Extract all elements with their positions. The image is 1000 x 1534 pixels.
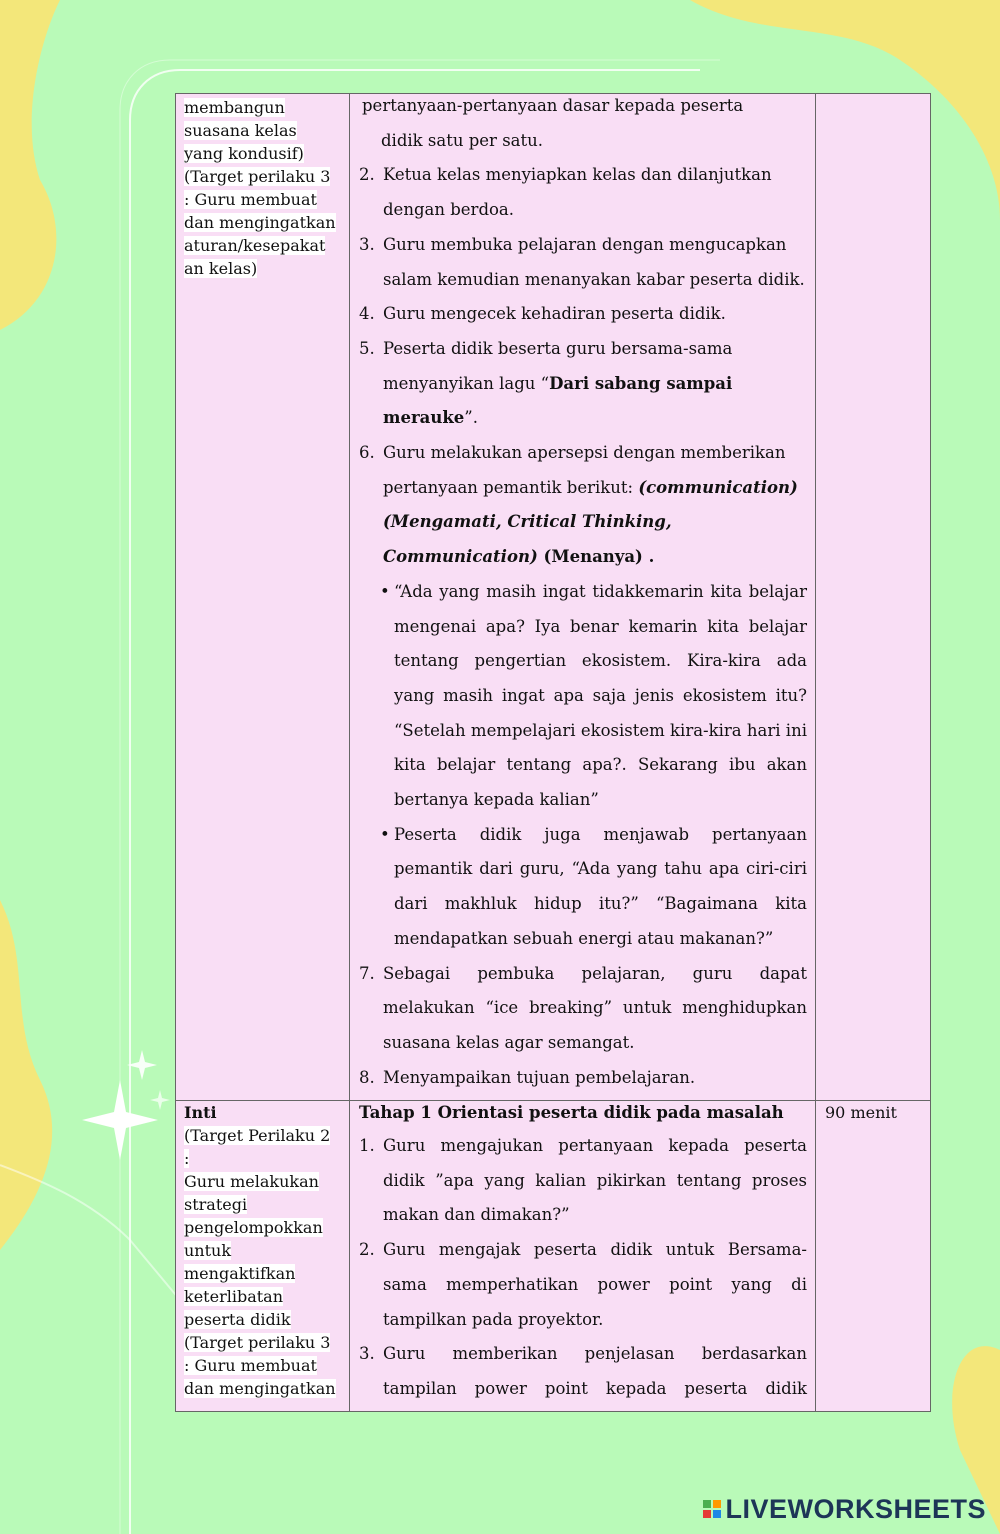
bullet-icon: • (380, 824, 390, 844)
step-text: pertanyaan-pertanyaan dasar kepada peserta (362, 96, 744, 115)
step-text-part: Guru melakukan apersepsi dengan memberikan pertanyaan pemantik berikut: (383, 443, 786, 497)
activity-line: : Guru membuat (184, 1356, 317, 1375)
list-item (359, 1129, 807, 1233)
activity-line: dan mengingatkan (184, 1379, 336, 1398)
stage-title: Tahap 1 Orientasi peserta didik pada masalah (359, 1103, 784, 1122)
song-title: Dari sabang sampai merauke (383, 373, 733, 428)
activity-line: membangun (184, 98, 285, 117)
activity-line: yang kondusif) (184, 144, 304, 163)
activity-line: (Target perilaku 3 (184, 167, 331, 186)
step-text: Guru membuka pelajaran dengan mengucapkan salam kemudian menanyakan kabar peserta didik. (383, 234, 805, 289)
bullet-text: Peserta didik juga menjawab pertanyaan pemantik dari guru, “Ada yang tahu apa ciri-ciri dari makhluk hidup itu?” “Bagaimana kita mendapatkan sebuah energi atau makanan?” (394, 824, 807, 948)
activity-line: an kelas) (184, 259, 258, 278)
list-item (359, 89, 807, 158)
step-text: Sebagai pembuka pelajaran, guru dapat melakukan “ice breaking” untuk menghidupkan suasana kelas agar semangat. (383, 963, 807, 1052)
step-number: 2. (359, 165, 375, 185)
list-item (359, 158, 807, 227)
row2-steps-cell (359, 1097, 807, 1407)
step-text: Ketua kelas menyiapkan kelas dan dilanjutkan dengan berdoa. (383, 165, 772, 220)
step-text: didik satu per satu. (381, 130, 543, 150)
activity-line: pengelompokkan (184, 1218, 323, 1237)
logo-block (703, 1510, 711, 1518)
logo-text: LIVEWORKSHEETS (725, 1493, 986, 1524)
row1-activity-cell (184, 96, 344, 280)
step-text: Guru mengajukan pertanyaan kepada peserta didik ”apa yang kalian pikirkan tentang proses makan dan dimakan?” (383, 1136, 807, 1225)
list-item (359, 818, 807, 957)
activity-line: strategi (184, 1195, 248, 1214)
activity-line: (Target perilaku 3 (184, 1333, 331, 1352)
list-item (359, 957, 807, 1061)
step-text: Menyampaikan tujuan pembelajaran. (383, 1067, 696, 1087)
activity-line: dan mengingatkan (184, 213, 336, 232)
skill-tag: (Menanya) . (537, 547, 655, 567)
activity-line: : (184, 1149, 190, 1168)
list-item (359, 1233, 807, 1337)
activity-line: suasana kelas (184, 121, 297, 140)
step-text-part: ”. (464, 408, 478, 428)
liveworksheets-logo (703, 1494, 986, 1524)
step-text-part: Peserta didik beserta guru bersama-sama menyanyikan lagu “ (383, 338, 733, 393)
step-number: 3. (359, 1344, 375, 1364)
step-number: 5. (359, 338, 375, 358)
step-text: Guru mengecek kehadiran peserta didik. (383, 304, 726, 324)
step-text (383, 436, 807, 575)
activity-line: aturan/kesepakat (184, 236, 326, 255)
step-text: Guru memberikan penjelasan berdasarkan tampilan power point kepada peserta didik (383, 1344, 807, 1398)
activity-line: (Target Perilaku 2 (184, 1126, 331, 1145)
step-text (383, 332, 807, 436)
activity-line: peserta didik (184, 1310, 291, 1329)
activity-line: untuk (184, 1241, 232, 1260)
list-item (359, 575, 807, 818)
bullet-icon: • (380, 581, 390, 601)
list-item (359, 436, 807, 575)
skill-tags: (communication) (Mengamati, Critical Thinking, Communication) (383, 477, 798, 567)
column-divider (349, 94, 350, 1411)
step-number: 2. (359, 1240, 375, 1260)
logo-block (713, 1510, 721, 1518)
step-number: 8. (359, 1067, 375, 1087)
logo-block (703, 1500, 711, 1508)
row2-activity-cell (184, 1101, 344, 1400)
step-number: 4. (359, 304, 375, 324)
column-divider (815, 94, 816, 1411)
duration-value: 90 menit (825, 1103, 897, 1122)
step-text: Guru mengajak peserta didik untuk Bersama-sama memperhatikan power point yang di tampilkan pada proyektor. (383, 1240, 807, 1329)
list-item (359, 332, 807, 436)
row1-steps-cell (359, 89, 807, 1095)
step-number: 1. (359, 1136, 375, 1155)
logo-mark-icon (703, 1500, 721, 1518)
activity-line: keterlibatan (184, 1287, 283, 1306)
step-number: 7. (359, 963, 375, 983)
activity-line: mengaktifkan (184, 1264, 296, 1283)
lesson-plan-table (175, 93, 931, 1412)
list-item (359, 1337, 807, 1406)
activity-line: Guru melakukan (184, 1172, 319, 1191)
bullet-text: “Ada yang masih ingat tidakkemarin kita belajar mengenai apa? Iya benar kemarin kita belajar tentang pengertian ekosistem. Kira-kira ada yang masih ingat apa saja jenis ekosistem itu? “Setelah mempelajari ekosistem kira-kira hari ini kita belajar tentang apa?. Sekarang ibu akan bertanya kepada kalian” (394, 581, 807, 810)
list-item (359, 297, 807, 332)
activity-line: : Guru membuat (184, 190, 317, 209)
section-title: Inti (184, 1103, 217, 1122)
list-item (359, 228, 807, 297)
step-number: 6. (359, 443, 375, 463)
list-item (359, 1061, 807, 1096)
logo-block (713, 1500, 721, 1508)
step-number: 3. (359, 234, 375, 254)
